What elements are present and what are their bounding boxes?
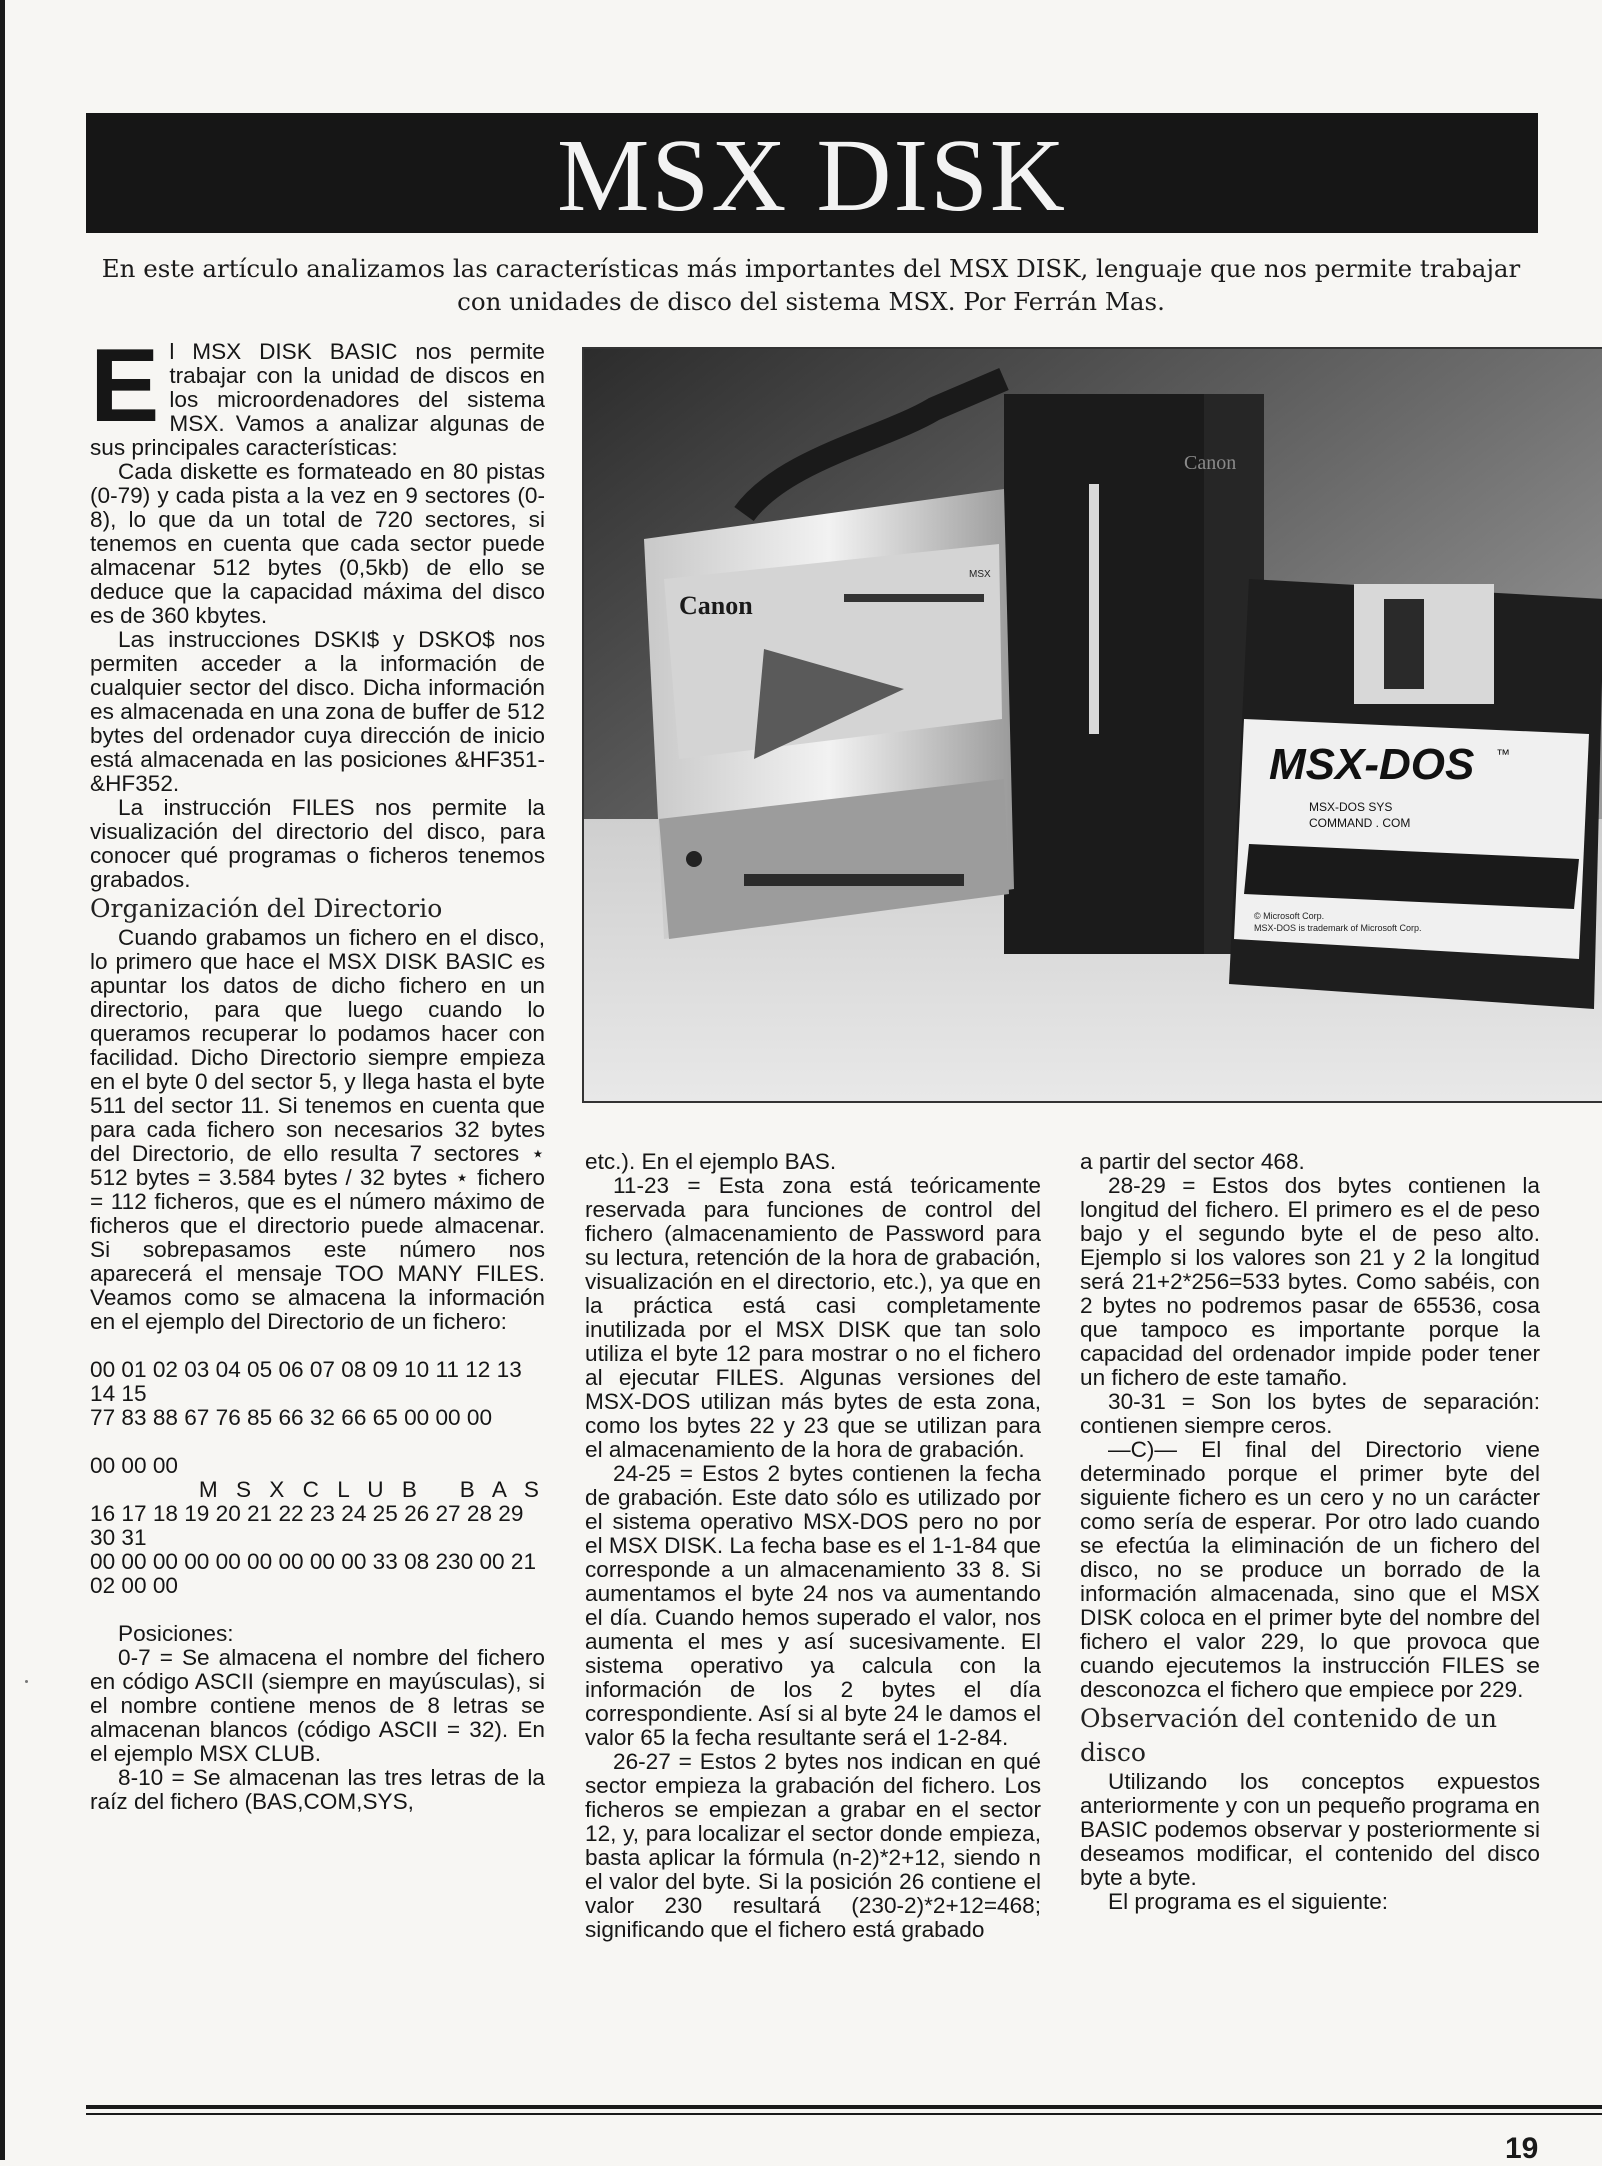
paragraph: La instrucción FILES nos permite la visualización del directorio del disco, para conocer qué programas o ficheros tenemos grabados. [90, 795, 545, 892]
photo-illustration [584, 349, 1602, 1101]
article-title: MSX DISK [556, 118, 1068, 233]
canon-logo-drive: Canon [1184, 452, 1237, 474]
hex-ascii-row: M S X C L U B B A S [198, 1477, 545, 1502]
hex-values-row: 00 00 00 00 00 00 00 00 00 33 08 230 00 21 02 00 00 [90, 1549, 537, 1598]
interface-cartridge [644, 489, 1014, 939]
speck [25, 1680, 28, 1683]
floppy-disk [1229, 579, 1602, 1009]
disk-label-title: MSX-DOS [1269, 740, 1475, 789]
hex-offsets-row: 00 01 02 03 04 05 06 07 08 09 10 11 12 13 14 15 [90, 1357, 522, 1406]
page-number: 19 [1505, 2132, 1539, 2165]
footer-rule [86, 2105, 1602, 2109]
canon-logo-cartridge: Canon [679, 591, 753, 620]
disk-copyright-2: MSX-DOS is trademark of Microsoft Corp. [1254, 923, 1422, 933]
msx-tag: MSX [969, 569, 991, 580]
paragraph: El programa es el siguiente: [1108, 1889, 1389, 1914]
section-heading: Observación del contenido de un disco [1080, 1704, 1497, 1767]
positions-label: Posiciones: [118, 1621, 234, 1646]
drive-slot [1089, 484, 1099, 734]
disk-label-line2: COMMAND . COM [1309, 816, 1411, 830]
disk-copyright-1: © Microsoft Corp. [1254, 911, 1325, 921]
cartridge-connector [744, 874, 964, 886]
paragraph: Utilizando los conceptos expuestos anteriormente y con un pequeño programa en BASIC podemos observar y posteriormente si deseamos modificar, el contenido del disco byte a byte. [1080, 1769, 1540, 1890]
hex-offsets-row: 16 17 18 19 20 21 22 23 24 25 26 27 28 29 30 31 [90, 1501, 524, 1550]
drop-cap: E [90, 328, 160, 444]
hex-values-row: 00 00 00 [90, 1453, 178, 1478]
paragraph: etc.). En el ejemplo BAS. [585, 1149, 837, 1174]
footer-rule-thin [86, 2113, 1602, 2115]
paragraph: 30-31 = Son los bytes de separación: contienen siempre ceros. [1080, 1389, 1540, 1438]
hex-values-row: 77 83 88 67 76 85 66 32 66 65 00 00 00 [90, 1405, 493, 1430]
column-2 [585, 1150, 1041, 1942]
photo-disk-drive [582, 347, 1602, 1103]
disk-label-tm: ™ [1496, 746, 1510, 762]
paragraph: Cuando grabamos un fichero en el disco, lo primero que hace el MSX DISK BASIC es apuntar los datos de dicho fichero en un directorio, para que luego cuando lo queramos recuperar lo podamos hacer con facilidad. Dicho Directorio siempre empieza en el byte 0 del sector 5, y llega hasta el byte 511 del sector 11. Si tenemos en cuenta que para cada fichero son necesarios 32 bytes del Directorio, de ello resulta 7 sectores ⋆ 512 bytes = 3.584 bytes / 32 bytes ⋆ fichero = 112 ficheros, que es el número máximo de ficheros que el directorio puede almacenar. Si sobrepasamos este número nos aparecerá el mensaje TOO MANY FILES. Veamos como se almacena la información en el ejemplo del Directorio de un fichero: [90, 925, 545, 1334]
paragraph: a partir del sector 468. [1080, 1149, 1305, 1174]
paragraph: Las instrucciones DSKI$ y DSKO$ nos permiten acceder a la información de cualquier sector del disco. Dicha información es almacenada en una zona de buffer de 512 bytes del ordenador cuya dirección de inicio está almacenada en las posiciones &HF351-&HF352. [90, 627, 545, 796]
paragraph: 11-23 = Esta zona está teóricamente reservada para funciones de control del fichero (almacenamiento de Password para su lectura, retención de la hora de grabación, visualización en el directorio, etc.), ya que en la práctica está casi completamente inutilizada por el MSX DISK que tan solo utiliza el byte 12 para mostrar o no el fichero al ejecutar FILES. Algunas versiones del MSX-DOS utilizan más bytes de esta zona, como los bytes 22 y 23 que se utilizan para el almacenamiento de la hora de grabación. [585, 1173, 1041, 1462]
paragraph: 26-27 = Estos 2 bytes nos indican en qué sector empieza la grabación del fichero. Los ficheros se empiezan a grabar en el sector 12, y, para localizar el sector donde empieza, basta aplicar la fórmula (n-2)*2+12, siendo n el valor del byte. Si la posición 26 contiene el valor 230 resultará (230-2)*2+12=468; significando que el fichero está grabado [585, 1749, 1041, 1942]
paragraph: 8-10 = Se almacenan las tres letras de la raíz del fichero (BAS,COM,SYS, [90, 1765, 545, 1814]
column-1 [90, 328, 545, 1814]
paragraph: 28-29 = Estos dos bytes contienen la longitud del fichero. El primero es el de peso bajo y el segundo byte el de peso alto. Ejemplo si los valores son 21 y 2 la longitud será 21+2*256=533 bytes. Como sabéis, con 2 bytes no podremos pasar de 65536, cosa que tampoco es importante porque la capacidad del ordenador impide poder tener un fichero de este tamaño. [1080, 1173, 1540, 1390]
paragraph: 0-7 = Se almacena el nombre del fichero en código ASCII (siempre en mayúsculas), si el nombre contiene menos de 8 letras se almacenan blancos (código ASCII = 32). En el ejemplo MSX CLUB. [90, 1645, 545, 1766]
paragraph: 24-25 = Estos 2 bytes contienen la fecha de grabación. Este dato sólo es utilizado por el sistema operativo MSX-DOS pero no por el MSX DISK. La fecha base es el 1-1-84 que corresponde a un almacenamiento 33 8. Si aumentamos el byte 24 nos va aumentando el día. Cuando hemos superado el valor, nos aumenta el mes y así sucesivamente. El sistema operativo ya calcula con la información de los 2 bytes el día correspondiente. Así si al byte 24 le damos el valor 65 la fecha resultante será el 1-2-84. [585, 1461, 1041, 1750]
intro-text: l MSX DISK BASIC nos permite trabajar con la unidad de discos en los microordenadores del sistema MSX. Vamos a analizar algunas de sus principales características: [90, 339, 545, 460]
paragraph: —C)— El final del Directorio viene determinado porque el primer byte del siguiente fichero es un cero y no un carácter como sería de esperar. Por otro lado cuando se efectúa la eliminación de un fichero del disco, no se produce un borrado de la información almacenada, sino que el MSX DISK coloca en el primer byte del nombre del fichero el valor 229, lo que provoca que cuando ejecutemos la instrucción FILES se desconozca el fichero que empiece por 229. [1080, 1437, 1540, 1702]
paragraph: Cada diskette es formateado en 80 pistas (0-79) y cada pista a la vez en 9 sectores (0-8), lo que da un total de 720 sectores, si tenemos en cuenta que cada sector puede almacenar 512 bytes (0,5kb) de ello se deduce que la capacidad máxima del disco es de 360 kbytes. [90, 459, 545, 628]
section-heading: Organización del Directorio [90, 894, 443, 923]
title-banner [86, 113, 1538, 233]
disk-label-line1: MSX-DOS SYS [1309, 800, 1393, 814]
intro-paragraph [90, 328, 545, 460]
disk-drive-tower [1004, 394, 1264, 954]
article-subtitle: En este artículo analizamos las características más importantes del MSX DISK, lenguaje que nos permite trabajar con unidades de disco del sistema MSX. Por Ferrán Mas. [101, 254, 1521, 316]
page-edge [0, 0, 5, 2160]
column-3 [1080, 1150, 1540, 1914]
